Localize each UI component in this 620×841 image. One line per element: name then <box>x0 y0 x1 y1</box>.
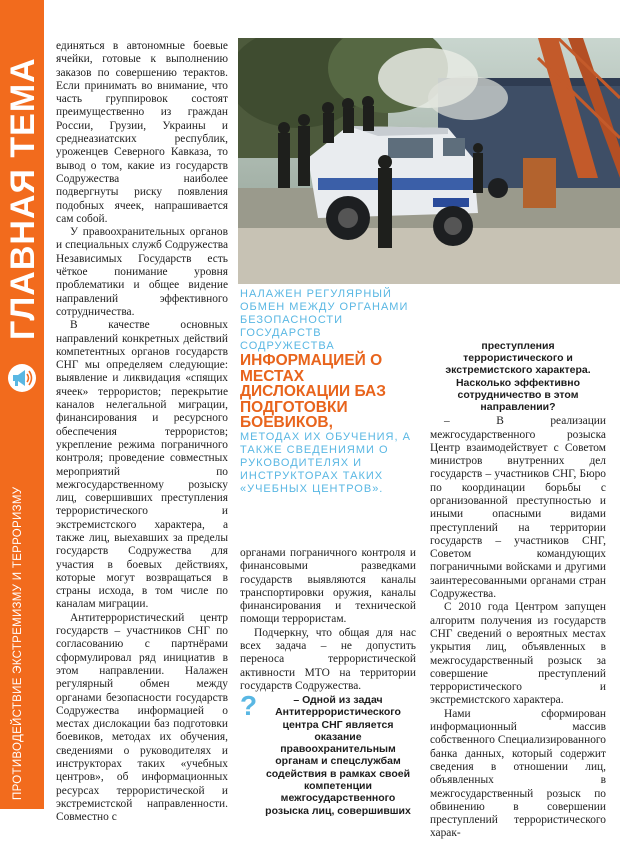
article-column-1 <box>56 40 228 825</box>
paragraph: Нами сформирован информационный массив собственного Специализированного банка данных, который содержит сведения в отношении лиц, объявленных в межгосударственный розыск по обвинению в совершении преступлений террористического харак- <box>430 707 606 840</box>
pull-quote-tail: МЕТОДАХ ИХ ОБУЧЕНИЯ, А ТАКЖЕ СВЕДЕНИЯМИ О РУКОВОДИТЕЛЯХ И ИНСТРУКТОРАХ ТАКИХ «УЧЕБНЫХ ЦЕНТРОВ». <box>240 430 411 495</box>
pull-quote-emphasis: ИНФОРМАЦИЕЙ О МЕСТАХ ДИСЛОКАЦИИ БАЗ ПОДГОТОВКИ БОЕВИКОВ, <box>240 352 386 431</box>
pull-quote <box>240 288 416 496</box>
interview-question-continued: преступления террористического и экстремистского характера. Насколько эффективно сотрудничество в этом направлении? <box>445 340 591 414</box>
section-title: ГЛАВНАЯ ТЕМА <box>4 57 42 340</box>
megaphone-icon <box>11 368 33 388</box>
article-column-3 <box>430 340 606 841</box>
pull-quote-intro: НАЛАЖЕН РЕГУЛЯРНЫЙ ОБМЕН МЕЖДУ ОРГАНАМИ БЕЗОПАСНОСТИ ГОСУДАРСТВ СОДРУЖЕСТВА <box>240 288 409 352</box>
paragraph: С 2010 года Центром запущен алгоритм получения из государств СНГ сведений о вероятных местах укрытия лиц, объявленных в межгосударственный розыск за совершение преступлений террористического и экстремистского характера. <box>430 601 606 707</box>
question-mark-icon: ? <box>240 690 258 721</box>
article-column-2 <box>240 547 416 693</box>
interview-question: – Одной из задач Антитеррористического центра СНГ является оказание правоохранительным органам и спецслужбам содействия в рамках своей компетенции межгосударственного розыска лиц, совершивших <box>265 694 411 817</box>
paragraph: единяться в автономные боевые ячейки, готовые к выполнению заказов по совершению терактов. Если принимать во внимание, что часть группировок состоят преимущественно из граждан России, Грузии, Украины и среднеазиатских республик, уроженцев Северного Кавказа, то вывод о том, какие из государств Содружества наиболее подвергнуты риску появления подобных ячеек, напрашивается сам собой. <box>56 40 228 225</box>
section-sidebar <box>0 0 44 809</box>
paragraph: У правоохранительных органов и специальных служб Содружества Независимых Государств есть чёткое понимание уровня проблематики и общее видение направлений эффективного сотрудничества. <box>56 226 228 318</box>
paragraph: органами пограничного контроля и финансовыми разведками государств выявляются каналы транспортировки оружия, каналы финансирования и технической помощи террористам. <box>240 547 416 626</box>
armored-vehicle-photo <box>238 38 620 284</box>
paragraph: Антитеррористический центр государств – участников СНГ по согласованию с партнёрами сформулировал ряд инициатив в этом направлении. Налажен регулярный обмен между органами безопасности государств Содружества информацией о местах дислокации баз подготовки боевиков, методах их обучения, сведениями о руководителях и инструкторах таких «учебных центров», об информационных ресурсах террористической и экстремистской направленности. Совместно с <box>56 611 228 824</box>
paragraph: Подчеркну, что общая для нас всех задача – не допустить переноса террористической активности МТО на территории государств Содружества. <box>240 626 416 692</box>
paragraph: В качестве основных направлений конкретных действий компетентных органов государств СНГ мы определяем следующие: выявление и ликвидация «спящих ячеек» террористов; перекрытие каналов нелегальной миграции, финансирования и ресурсного обеспечения террористов; укрепление режима пограничного контроля; проведение совместных мероприятий по межгосударственному розыску лиц, совершивших преступления террористического и экстремистского характера, а также лиц, выехавших за пределы государств Содружества для участия в боевых действиях, которые могут возвращаться в страны исхода, в том числе по каналам миграции. <box>56 319 228 611</box>
paragraph: – В реализации межгосударственного розыска Центр взаимодействует с Советом министров внутренних дел государств – участников СНГ, Бюро по координации борьбы с организованной преступностью и иными опасными видами преступлений на территории государств – участников СНГ, Советом командующих пограничными войсками и другими заинтересованными органами стран Содружества. <box>430 415 606 601</box>
megaphone-badge <box>8 364 36 392</box>
section-subtitle: ПРОТИВОДЕЙСТВИЕ ЭКСТРЕМИЗМУ И ТЕРРОРИЗМУ <box>12 486 24 800</box>
